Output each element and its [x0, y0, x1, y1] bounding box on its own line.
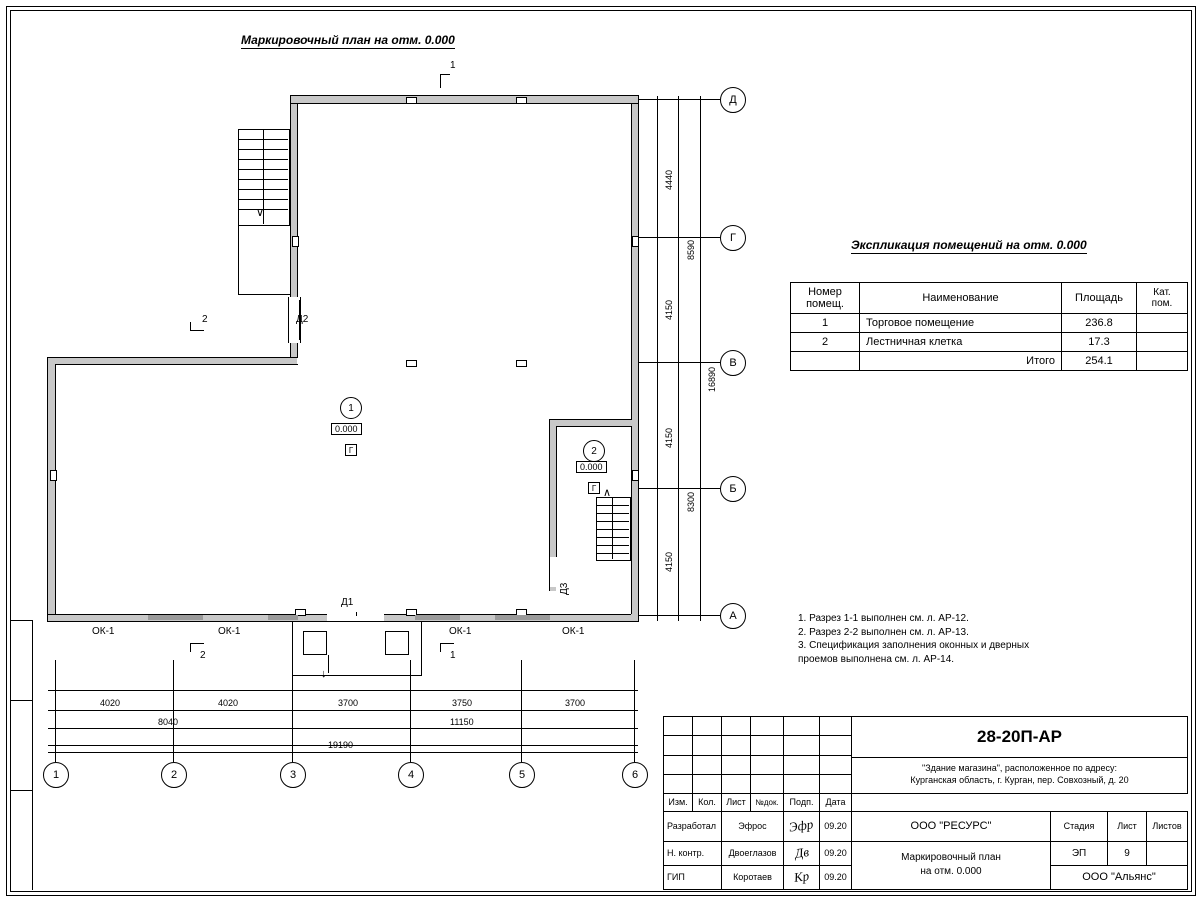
- cell-name-2: Лестничная клетка: [860, 333, 1062, 352]
- hdim-3750: 3750: [452, 698, 473, 708]
- side-stamp-line-1: [10, 620, 32, 621]
- axis-circle-3: 3: [280, 762, 306, 788]
- column-mark-1: [406, 97, 417, 104]
- axis-lead-g: [638, 237, 720, 238]
- hdim-3700-b: 3700: [565, 698, 586, 708]
- stair-lower-s1: [596, 505, 629, 506]
- section-mark-br-label: 1: [450, 650, 456, 661]
- title-block-table: [663, 716, 1188, 890]
- grid-cell: [693, 755, 722, 774]
- dim-chain-h1: [48, 690, 638, 691]
- wall-outline-top-inner: [290, 103, 638, 104]
- stair-lower-s2: [596, 513, 629, 514]
- dim-chain-v1: [657, 96, 658, 621]
- room-level-1: 0.000: [331, 423, 362, 435]
- section-mark-bl-tick: [190, 643, 191, 652]
- cell-empty-2: [1137, 352, 1188, 371]
- name-razrabotal: Эфрос: [722, 811, 784, 841]
- table-total-row: [791, 352, 1188, 371]
- door-d3-leaf: [549, 557, 550, 587]
- col-header-area: Площадь: [1062, 283, 1137, 314]
- signature-nkontr: Дв: [793, 844, 810, 862]
- stair-lower-s4: [596, 529, 629, 530]
- vdim-4150-b: 4150: [664, 427, 674, 448]
- title-block-col-captions: [664, 794, 1188, 812]
- stair-lower-s6: [596, 545, 629, 546]
- hdim-overall: 19190: [328, 740, 354, 750]
- axis-circle-2: 2: [161, 762, 187, 788]
- sheet-label: Лист: [1108, 811, 1147, 841]
- window-label-4: ОК-1: [562, 626, 585, 637]
- column-mark-8: [632, 470, 639, 481]
- section-mark-br-line: [440, 643, 454, 644]
- stage-value: ЭП: [1051, 841, 1108, 865]
- grid-cell: [820, 774, 852, 793]
- d1-leader: [356, 612, 357, 616]
- grid-cell: [693, 717, 722, 736]
- title-block-row-developer: [664, 811, 1188, 841]
- vdim-8300: 8300: [686, 491, 696, 512]
- signature-gip: Кр: [792, 868, 810, 886]
- dim-tick-v-3: [653, 488, 662, 489]
- col-list: Лист: [722, 794, 751, 812]
- project-code-cell: [852, 717, 1188, 794]
- note-2: 2. Разрез 2-2 выполнен см. л. АР-13.: [798, 626, 969, 638]
- column-mark-6: [516, 360, 527, 367]
- sign-nkontr-cell: [784, 841, 820, 865]
- table-row: [791, 333, 1188, 352]
- dim-tick-v-2: [653, 362, 662, 363]
- grid-cell: [751, 717, 784, 736]
- grid-cell: [751, 755, 784, 774]
- column-mark-7: [50, 470, 57, 481]
- ext-line-6: [634, 660, 635, 762]
- axis-circle-4: 4: [398, 762, 424, 788]
- window-opening-1: [148, 615, 203, 620]
- room2-wall-top-inner: [556, 426, 631, 427]
- window-opening-2: [268, 615, 298, 620]
- name-nkontr: Двоеглазов: [722, 841, 784, 865]
- section-mark-left-label: 2: [202, 314, 208, 325]
- grid-cell: [751, 774, 784, 793]
- title-block: [663, 716, 1188, 890]
- cell-num-1: 1: [791, 314, 860, 333]
- dim-chain-v2: [678, 96, 679, 621]
- name-gip: Коротаев: [722, 865, 784, 889]
- axis-circle-5: 5: [509, 762, 535, 788]
- company-main: ООО "РЕСУРС": [852, 811, 1051, 841]
- dim-chain-h2: [48, 728, 638, 729]
- sign-gip-cell: [784, 865, 820, 889]
- section-mark-bl-line: [190, 643, 204, 644]
- wall-step-horizontal: [48, 357, 297, 364]
- dim-chain-h1b: [48, 710, 638, 711]
- col-ndok: №док.: [751, 794, 784, 812]
- axis-circle-v: В: [720, 350, 746, 376]
- cell-name-1: Торговое помещение: [860, 314, 1062, 333]
- room-level-2: 0.000: [576, 461, 607, 473]
- wall-outline-step-bottom: [55, 364, 298, 365]
- wall-outline-right-inner: [631, 103, 632, 614]
- axis-lead-d: [638, 99, 720, 100]
- door-label-d1: Д1: [341, 597, 354, 608]
- grid-cell: [751, 736, 784, 755]
- stair-lower-s5: [596, 537, 629, 538]
- wall-left-lower: [48, 357, 55, 621]
- stair-upper-s2: [238, 149, 288, 150]
- explication-table: [790, 282, 1188, 371]
- vdim-4150-a: 4150: [664, 299, 674, 320]
- window-opening-3: [415, 615, 460, 620]
- window-opening-4: [495, 615, 550, 620]
- ext-line-4: [410, 660, 411, 762]
- stair-lower-mid: [612, 497, 613, 559]
- axis-circle-b: Б: [720, 476, 746, 502]
- cell-num-2: 2: [791, 333, 860, 352]
- section-mark-top-label: 1: [450, 60, 456, 71]
- stair-lower-arrow: ∧: [603, 487, 612, 499]
- col-header-name: Наименование: [860, 283, 1062, 314]
- axis-circle-d: Д: [720, 87, 746, 113]
- ext-line-2: [173, 660, 174, 762]
- grid-cell: [664, 755, 693, 774]
- axis-circle-g: Г: [720, 225, 746, 251]
- window-label-1: ОК-1: [92, 626, 115, 637]
- sheet-title-line-2: на отм. 0.000: [920, 866, 982, 878]
- column-mark-5: [406, 360, 417, 367]
- wall-top: [290, 96, 638, 103]
- stair-upper-s6: [238, 189, 288, 190]
- cell-area-2: 17.3: [1062, 333, 1137, 352]
- cell-empty: [791, 352, 860, 371]
- total-label: Итого: [860, 352, 1062, 371]
- vdim-8590: 8590: [686, 239, 696, 260]
- column-mark-3: [292, 236, 299, 247]
- room-category-1: Г: [345, 444, 357, 456]
- axis-circle-6: 6: [622, 762, 648, 788]
- stair-upper-bottom-wall: [238, 294, 290, 295]
- note-1: 1. Разрез 1-1 выполнен см. л. АР-12.: [798, 613, 969, 624]
- grid-cell: [784, 717, 820, 736]
- column-mark-2: [516, 97, 527, 104]
- dim-chain-h3: [48, 752, 638, 753]
- hdim-4020-a: 4020: [100, 698, 121, 708]
- date-gip: 09.20: [820, 865, 852, 889]
- stair-upper-s3: [238, 159, 288, 160]
- door-opening-d3: [549, 557, 557, 587]
- axis-circle-a: А: [720, 603, 746, 629]
- wall-outline-left-inner: [55, 364, 56, 614]
- grid-cell: [784, 755, 820, 774]
- date-nkontr: 09.20: [820, 841, 852, 865]
- object-line-2: Курганская область, г. Курган, пер. Совхозный, д. 20: [910, 775, 1129, 785]
- role-nkontr: Н. контр.: [664, 841, 722, 865]
- ext-line-3: [292, 660, 293, 762]
- object-description: [852, 757, 1187, 790]
- cell-cat-2: [1137, 333, 1188, 352]
- wall-outline-top: [290, 95, 638, 96]
- date-razrabotal: 09.20: [820, 811, 852, 841]
- stair-upper-arrow: ∨: [256, 207, 265, 219]
- grid-cell: [722, 717, 751, 736]
- wall-outline-step-top: [47, 357, 297, 358]
- section-mark-left-tick: [190, 322, 191, 331]
- notes-block: [798, 612, 1128, 666]
- section-mark-bl-label: 2: [200, 650, 206, 661]
- axis-lead-a: [638, 615, 720, 616]
- section-mark-left-line: [190, 330, 204, 331]
- stair-upper-s7: [238, 199, 288, 200]
- grid-cell: [664, 717, 693, 736]
- entrance-step-right: [385, 631, 409, 655]
- dim-tick-v-1: [653, 237, 662, 238]
- grid-cell: [664, 736, 693, 755]
- note-4: проемов выполнена см. л. АР-14.: [798, 653, 955, 665]
- vdim-4150-c: 4150: [664, 551, 674, 572]
- col-podp: Подп.: [784, 794, 820, 812]
- grid-cell: [722, 774, 751, 793]
- grid-cell: [693, 736, 722, 755]
- room-category-2: Г: [588, 482, 600, 494]
- col-header-cat: Кат. пом.: [1137, 283, 1188, 314]
- section-mark-top-tick: [440, 74, 450, 75]
- section-mark-top-line: [440, 74, 441, 88]
- entrance-step-left: [303, 631, 327, 655]
- table-header-row: [791, 283, 1188, 314]
- grid-cell: [820, 717, 852, 736]
- company-right: ООО "Альянс": [1051, 865, 1188, 889]
- role-gip: ГИП: [664, 865, 722, 889]
- side-stamp-line-3: [10, 790, 32, 791]
- axis-lead-v: [638, 362, 720, 363]
- sign-razrabotal-cell: [784, 811, 820, 841]
- hdim-4020-b: 4020: [218, 698, 239, 708]
- wall-outline-right: [638, 95, 639, 621]
- spacer-cell: [852, 794, 1188, 812]
- object-line-1: "Здание магазина", расположенное по адресу:: [922, 762, 1117, 773]
- door-label-d2: Д2: [296, 314, 309, 325]
- vdim-16890: 16890: [707, 366, 717, 392]
- project-code: 28-20П-АР: [977, 727, 1062, 746]
- entrance-arrow: ↓: [321, 668, 327, 680]
- hdim-8040: 8040: [158, 717, 179, 727]
- ext-line-5: [521, 660, 522, 762]
- title-block-row-top: [664, 717, 1188, 736]
- sheet-value: 9: [1108, 841, 1147, 865]
- section-mark-br-tick: [440, 643, 441, 652]
- total-value: 254.1: [1062, 352, 1137, 371]
- grid-cell: [664, 774, 693, 793]
- stair-upper-s1: [238, 139, 288, 140]
- grid-cell: [722, 736, 751, 755]
- axis-lead-b: [638, 488, 720, 489]
- sheets-value: [1147, 841, 1188, 865]
- plan-title: Маркировочный план на отм. 0.000: [241, 33, 455, 47]
- grid-cell: [820, 736, 852, 755]
- sheet-title-line-1: Маркировочный план: [901, 852, 1001, 864]
- vdim-4440: 4440: [664, 169, 674, 190]
- explication-title: Экспликация помещений на отм. 0.000: [851, 238, 1087, 252]
- grid-cell: [784, 736, 820, 755]
- cell-area-1: 236.8: [1062, 314, 1137, 333]
- stair-upper-s4: [238, 169, 288, 170]
- hdim-11150: 11150: [450, 717, 474, 727]
- grid-cell: [820, 755, 852, 774]
- note-3: 3. Спецификация заполнения оконных и дверных: [798, 640, 1030, 651]
- window-label-3: ОК-1: [449, 626, 472, 637]
- dim-chain-v3: [700, 96, 701, 621]
- stair-lower-s7: [596, 553, 629, 554]
- col-data: Дата: [820, 794, 852, 812]
- title-block-row-stage: [664, 841, 1188, 865]
- side-stamp-line-4: [32, 620, 33, 890]
- sheet-title-cell: [852, 841, 1051, 889]
- side-stamp-line-2: [10, 700, 32, 701]
- stair-lower-s3: [596, 521, 629, 522]
- stair-upper-s5: [238, 179, 288, 180]
- grid-cell: [784, 774, 820, 793]
- room2-wall-top-fill: [550, 420, 632, 426]
- sheets-label: Листов: [1147, 811, 1188, 841]
- col-header-num: Номер помещ.: [791, 283, 860, 314]
- cell-cat-1: [1137, 314, 1188, 333]
- axis-circle-1: 1: [43, 762, 69, 788]
- stage-label: Стадия: [1051, 811, 1108, 841]
- room-marker-2: 2: [583, 440, 605, 462]
- col-izm: Изм.: [664, 794, 693, 812]
- entrance-arrow-stem: [328, 655, 329, 673]
- door-label-d3: Д3: [559, 582, 570, 595]
- grid-cell: [693, 774, 722, 793]
- table-row: [791, 314, 1188, 333]
- grid-cell: [722, 755, 751, 774]
- col-kol: Кол.: [693, 794, 722, 812]
- stair-upper-left-wall: [238, 129, 239, 294]
- signature-razrabotal: Эфр: [788, 816, 815, 835]
- hdim-3700-a: 3700: [338, 698, 359, 708]
- wall-right: [631, 96, 638, 621]
- room-marker-1: 1: [340, 397, 362, 419]
- window-label-2: ОК-1: [218, 626, 241, 637]
- role-razrabotal: Разработал: [664, 811, 722, 841]
- ext-line-1: [55, 660, 56, 762]
- wall-outline-left: [47, 357, 48, 622]
